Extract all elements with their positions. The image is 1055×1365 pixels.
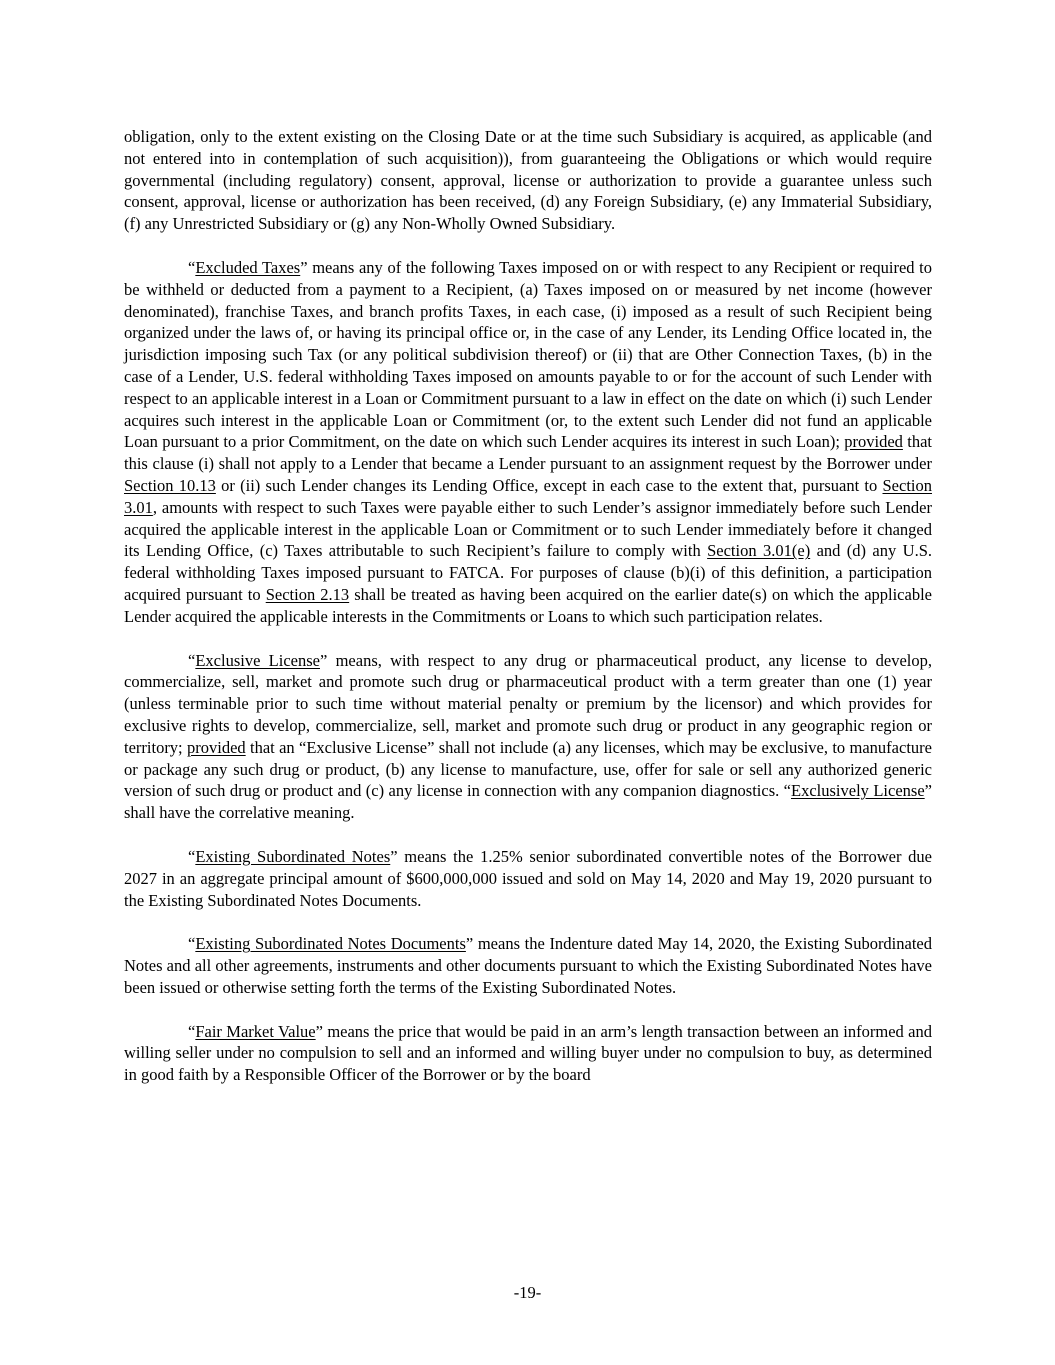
text-run: ” means the 1.25% senior subordinated convertible notes of the Borrower due 2027 in an aggregate principal amount of $600,000,000 issued and sold on May 14, 2020 and May 19, 2020 pursuant to the Existing Subordinated Notes Documents.	[124, 846, 933, 910]
text-run: “	[188, 1021, 196, 1041]
defined-term: Existing Subordinated Notes	[195, 846, 391, 866]
page-number: -19-	[513, 1283, 542, 1302]
defined-term: provided	[187, 737, 246, 757]
defined-term: Section 2.13	[265, 584, 350, 604]
text-run: “	[188, 846, 196, 866]
defined-term: Fair Market Value	[195, 1021, 316, 1041]
text-run: ” means any of the following Taxes imposed on or with respect to any Recipient or required to be withheld or deducted from a payment to a Recipient, (a) Taxes imposed on or measured by net income (however denominated), franchise Taxes, and branch profits Taxes, in each case, (i) imposed as a result of such Recipient being organized under the laws of, or having its principal office or, in the case of any Lender, its Lending Office located in, the jurisdiction imposing such Tax (or any political subdivision thereof) or (ii) that are Other Connection Taxes, (b) in the case of a Lender, U.S. federal withholding Taxes imposed on amounts payable to or for the account of such Lender with respect to an applicable interest in a Loan or Commitment pursuant to a law in effect on the date on which (i) such Lender acquires such interest in the applicable Loan or Commitment (or, to the extent such Lender did not fund an applicable Loan pursuant to a prior Commitment, on the date on which such Lender acquires its interest in such Loan);	[124, 257, 932, 452]
defined-term: provided	[844, 432, 903, 452]
text-run: ” means, with respect to any drug or pharmaceutical product, any license to develop, commercialize, sell, market and promote such drug or pharmaceutical product with a term greater than one (1) year (unless terminable prior to such time without material penalty or premium by the licensor) and which provides for exclusive rights to develop, commercialize, sell, market and promote such drug or product in any geographic region or territory;	[124, 650, 932, 757]
text-run: shall be treated as having been acquired on the earlier date(s) on which the applicable Lender acquired the applicable interests in the Commitments or Loans to which such participation relates.	[124, 584, 932, 626]
text-run: ” shall have the correlative meaning.	[124, 781, 932, 823]
definition-existing-subordinated-notes	[124, 846, 932, 911]
defined-term: Exclusively License	[791, 781, 925, 801]
text-run: that an “Exclusive License” shall not include (a) any licenses, which may be exclusive, to manufacture or package any such drug or product, (b) any license to manufacture, use, offer for sale or sell any authorized generic version of such drug or product and (c) any license in connection with any companion diagnostics. “	[124, 737, 932, 801]
text-run: “	[188, 257, 196, 277]
text-run: or (ii) such Lender changes its Lending Office, except in each case to the extent that, pursuant to	[215, 475, 883, 495]
text-run: ” means the Indenture dated May 14, 2020, the Existing Subordinated Notes and all other agreements, instruments and other documents pursuant to which the Existing Subordinated Notes have been issued or otherwise setting forth the terms of the Existing Subordinated Notes.	[124, 934, 932, 997]
text-run: , amounts with respect to such Taxes were payable either to such Lender’s assignor immediately before such Lender acquired the applicable interest in the applicable Loan or Commitment or to such Lender immediately before it changed its Lending Office, (c) Taxes attributable to such Recipient’s failure to comply with	[124, 497, 932, 561]
definition-exclusive-license	[124, 650, 932, 824]
paragraph-continuation	[124, 126, 932, 235]
text-run: and (d) any U.S. federal withholding Taxes imposed pursuant to FATCA. For purposes of clause (b)(i) of this definition, a participation acquired pursuant to	[124, 541, 932, 604]
text-run: ” means the price that would be paid in an arm’s length transaction between an informed and willing seller under no compulsion to sell and an informed and willing buyer under no compulsion to buy, as determined in good faith by a Responsible Officer of the Borrower or by the board	[124, 1021, 932, 1085]
defined-term: Excluded Taxes	[195, 257, 301, 277]
document-body	[124, 126, 932, 1108]
defined-term: Section 3.01(e)	[707, 541, 811, 561]
defined-term: Exclusive License	[195, 650, 320, 670]
definition-existing-subordinated-notes-documents	[124, 933, 932, 998]
defined-term: Existing Subordinated Notes Documents	[195, 934, 466, 954]
definition-fair-market-value	[124, 1021, 932, 1086]
text-run: that this clause (i) shall not apply to a Lender that became a Lender pursuant to an assignment request by the Borrower under	[124, 432, 932, 474]
text-run: obligation, only to the extent existing on the Closing Date or at the time such Subsidiary is acquired, as applicable (and not entered into in contemplation of such acquisition)), from guaranteeing the Obligations or which would require governmental (including regulatory) consent, approval, license or authorization to provide a guarantee unless such consent, approval, license or authorization has been received, (d) any Foreign Subsidiary, (e) any Immaterial Subsidiary, (f) any Unrestricted Subsidiary or (g) any Non-Wholly Owned Subsidiary.	[124, 127, 932, 234]
defined-term: Section 3.01	[124, 475, 932, 517]
definition-excluded-taxes	[124, 257, 932, 628]
text-run: “	[188, 934, 196, 954]
text-run: “	[188, 650, 196, 670]
defined-term: Section 10.13	[124, 475, 216, 495]
